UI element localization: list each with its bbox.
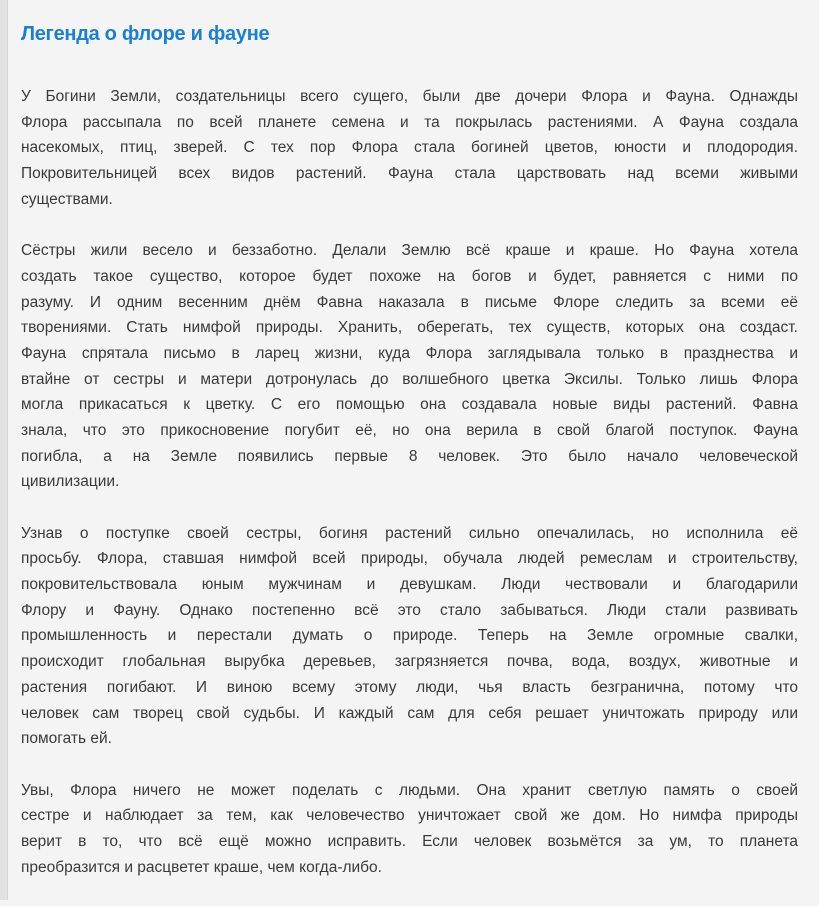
text-line: знала, что это прикосновение погубит её, но она верила в свой благой поступок. Фауна (21, 421, 798, 439)
paragraph (21, 84, 798, 212)
text-line: Узнав о поступке своей сестры, богиня растений сильно опечалилась, но исполнила её (21, 524, 798, 542)
text-line: разуму. И одним весенним днём Фавна наказала в письме Флоре следить за всеми её (21, 293, 798, 311)
text-line: Флора рассыпала по всей планете семена и та покрылась растениями. А Фауна создала (21, 113, 798, 131)
text-line: растения погибают. И виною всему этому люди, чья власть безгранична, потому что (21, 678, 798, 696)
left-border (0, 0, 8, 900)
text-line: насекомых, птиц, зверей. С тех пор Флора стала богиней цветов, юности и плодородия. (21, 139, 798, 157)
text-line: погибла, а на Земле появились первые 8 человек. Это было начало человеческой (21, 447, 798, 465)
paragraph (21, 778, 798, 881)
text-line: Фауна спрятала письмо в ларец жизни, куда Флора заглядывала только в празднества и (21, 344, 798, 362)
text-line: втайне от сестры и матери дотронулась до волшебного цветка Эксилы. Только лишь Флора (21, 370, 798, 388)
text-line: покровительствовала юным мужчинам и девушкам. Люди чествовали и благодарили (21, 576, 798, 594)
text-line: могла прикасаться к цветку. С его помощью она создавала новые виды растений. Фавна (21, 396, 798, 414)
text-line: промышленность и перестали думать о природе. Теперь на Земле огромные свалки, (21, 627, 798, 645)
text-line: человек сам творец свой судьбы. И каждый сам для себя решает уничтожать природу или (21, 704, 798, 722)
article-title: Легенда о флоре и фауне (21, 23, 270, 45)
text-line: просьбу. Флора, ставшая нимфой всей природы, обучала людей ремеслам и строительству, (21, 550, 798, 568)
text-line: помогать ей. (21, 730, 112, 748)
text-line: цивилизации. (21, 473, 120, 491)
text-line: Флору и Фауну. Однако постепенно всё это стало забываться. Люди стали развивать (21, 601, 798, 619)
paragraph (21, 238, 798, 495)
text-line: Увы, Флора ничего не может поделать с людьми. Она хранит светлую память о своей (21, 781, 798, 799)
article-body (21, 84, 798, 906)
paragraph (21, 521, 798, 752)
text-line: создать такое существо, которое будет похоже на богов и будет, равняется с ними по (21, 267, 798, 285)
text-line: Сёстры жили весело и беззаботно. Делали Землю всё краше и краше. Но Фауна хотела (21, 242, 798, 260)
text-line: происходит глобальная вырубка деревьев, загрязняется почва, вода, воздух, животные и (21, 653, 798, 671)
text-line: Покровительницей всех видов растений. Фауна стала царствовать над всеми живыми (21, 165, 798, 183)
text-line: существами. (21, 190, 113, 208)
text-line: творениями. Стать нимфой природы. Хранить, оберегать, тех существ, которых она создаст. (21, 319, 798, 337)
text-line: сестре и наблюдает за тем, как человечество уничтожает свой же дом. Но нимфа природы (21, 807, 798, 825)
text-line: преобразится и расцветет краше, чем когда-либо. (21, 858, 382, 876)
text-line: верит в то, что всё ещё можно исправить. Если человек возьмётся за ум, то планета (21, 832, 798, 850)
text-line: У Богини Земли, создательницы всего сущего, были две дочери Флора и Фауна. Однажды (21, 88, 798, 105)
